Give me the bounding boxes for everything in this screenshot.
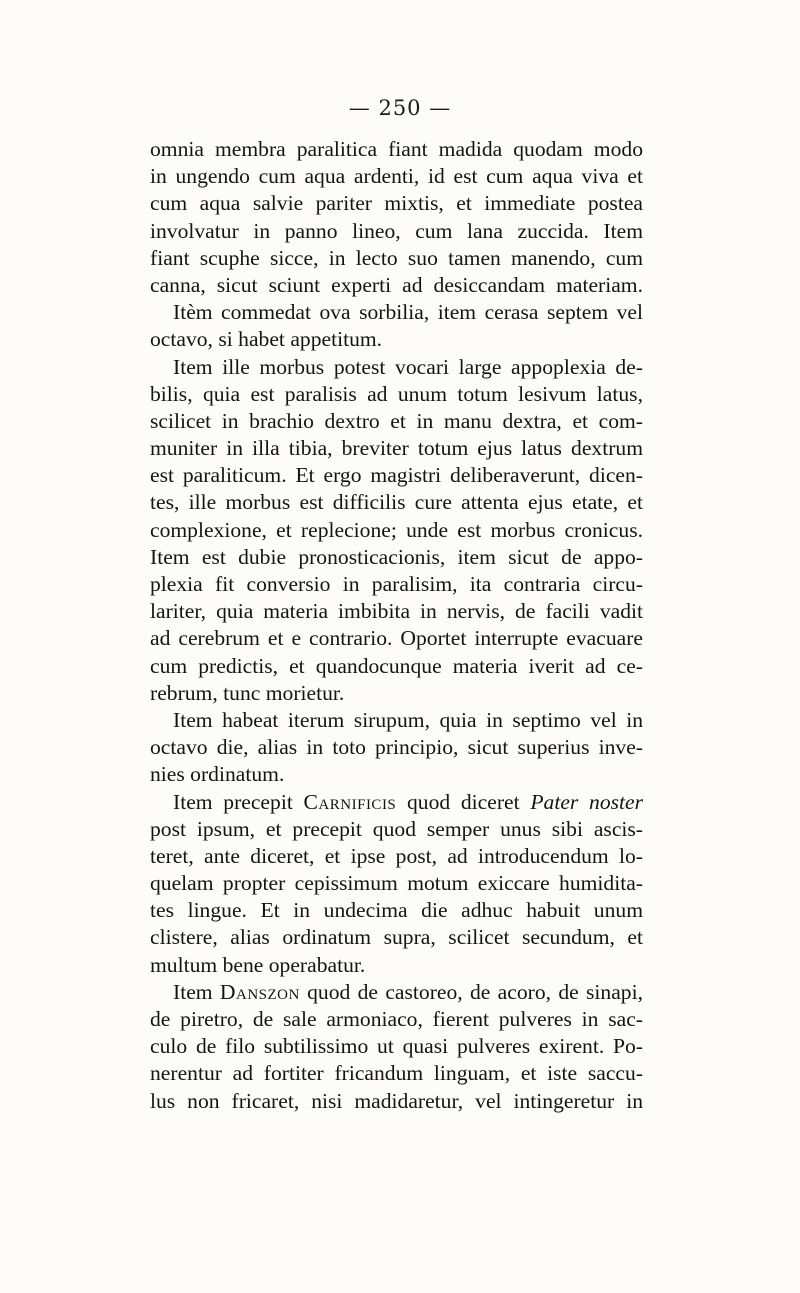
page-body-text bbox=[150, 136, 643, 1115]
text-run: quod de castoreo, de acoro, de sinapi, bbox=[299, 979, 643, 1004]
text-line: lariter, quia materia imbibita in nervis, de facili vadit bbox=[150, 599, 643, 624]
text-run: Item bbox=[173, 979, 220, 1004]
text-line: Item ille morbus potest vocari large appoplexia de- bbox=[173, 354, 643, 379]
text-line: rebrum, tunc morietur. bbox=[150, 680, 345, 705]
text-line: est paraliticum. Et ergo magistri deliberaverunt, dicen- bbox=[150, 463, 643, 488]
text-line: omnia membra paralitica fiant madida quodam modo bbox=[150, 137, 643, 161]
page-number: — 250 — bbox=[348, 96, 452, 120]
text-run: Item precepit bbox=[173, 789, 304, 814]
text-line: cum aqua salvie pariter mixtis, et immediate postea bbox=[150, 191, 643, 216]
text-line: scilicet in brachio dextro et in manu dextra, et com- bbox=[150, 408, 643, 433]
italic-phrase: Pater noster bbox=[530, 789, 644, 814]
text-line: post ipsum, et precepit quod semper unus sibi ascis- bbox=[150, 816, 643, 841]
text-line bbox=[150, 979, 643, 1006]
text-line: multum bene operabatur. bbox=[150, 952, 366, 977]
text-line: complexione, et replecione; unde est morbus cronicus. bbox=[150, 517, 643, 542]
text-line: involvatur in panno lineo, cum lana zuccida. Item bbox=[150, 218, 643, 243]
text-line: clistere, alias ordinatum supra, scilicet secundum, et bbox=[150, 925, 643, 950]
text-line: teret, ante diceret, et ipse post, ad introducendum lo- bbox=[150, 843, 643, 868]
text-line: octavo die, alias in toto principio, sicut superius inve- bbox=[150, 735, 643, 760]
text-run: quod diceret bbox=[396, 789, 531, 814]
text-line: culo de filo subtilissimo ut quasi pulveres exirent. Po- bbox=[150, 1034, 643, 1059]
text-line: quelam propter cepissimum motum exiccare humidita- bbox=[150, 871, 643, 896]
text-line: plexia fit conversio in paralisim, ita contraria circu- bbox=[150, 572, 643, 596]
text-line bbox=[150, 789, 643, 816]
text-line: in ungendo cum aqua ardenti, id est cum aqua viva et bbox=[150, 164, 643, 189]
text-line: Item est dubie pronosticacionis, item sicut de appo- bbox=[150, 544, 643, 569]
name-small-caps: Carnificis bbox=[303, 789, 397, 814]
text-line: nies ordinatum. bbox=[150, 762, 285, 787]
name-small-caps: Danszon bbox=[219, 979, 300, 1004]
text-line: Itèm commedat ova sorbilia, item cerasa septem vel bbox=[173, 300, 643, 325]
text-line: muniter in illa tibia, breviter totum ejus latus dextrum bbox=[150, 436, 643, 461]
text-line: ad cerebrum et e contrario. Oportet interrupte evacuare bbox=[150, 626, 643, 651]
text-line: bilis, quia est paralisis ad unum totum lesivum latus, bbox=[150, 381, 643, 406]
text-line: canna, sicut sciunt experti ad desiccandam materiam. bbox=[150, 272, 643, 297]
text-line: cum predictis, et quandocunque materia iverit ad ce- bbox=[150, 653, 643, 678]
text-line: Item habeat iterum sirupum, quia in septimo vel in bbox=[173, 707, 643, 732]
text-line: tes lingue. Et in undecima die adhuc habuit unum bbox=[150, 898, 643, 923]
text-line: fiant scuphe sicce, in lecto suo tamen manendo, cum bbox=[150, 245, 643, 270]
text-line: de piretro, de sale armoniaco, fierent pulveres in sac- bbox=[150, 1007, 643, 1031]
text-line: nerentur ad fortiter fricandum linguam, et iste saccu- bbox=[150, 1061, 643, 1086]
text-line: lus non fricaret, nisi madidaretur, vel intingeretur in bbox=[150, 1088, 643, 1113]
text-line: tes, ille morbus est difficilis cure attenta ejus etate, et bbox=[150, 490, 643, 515]
text-line: octavo, si habet appetitum. bbox=[150, 327, 383, 352]
